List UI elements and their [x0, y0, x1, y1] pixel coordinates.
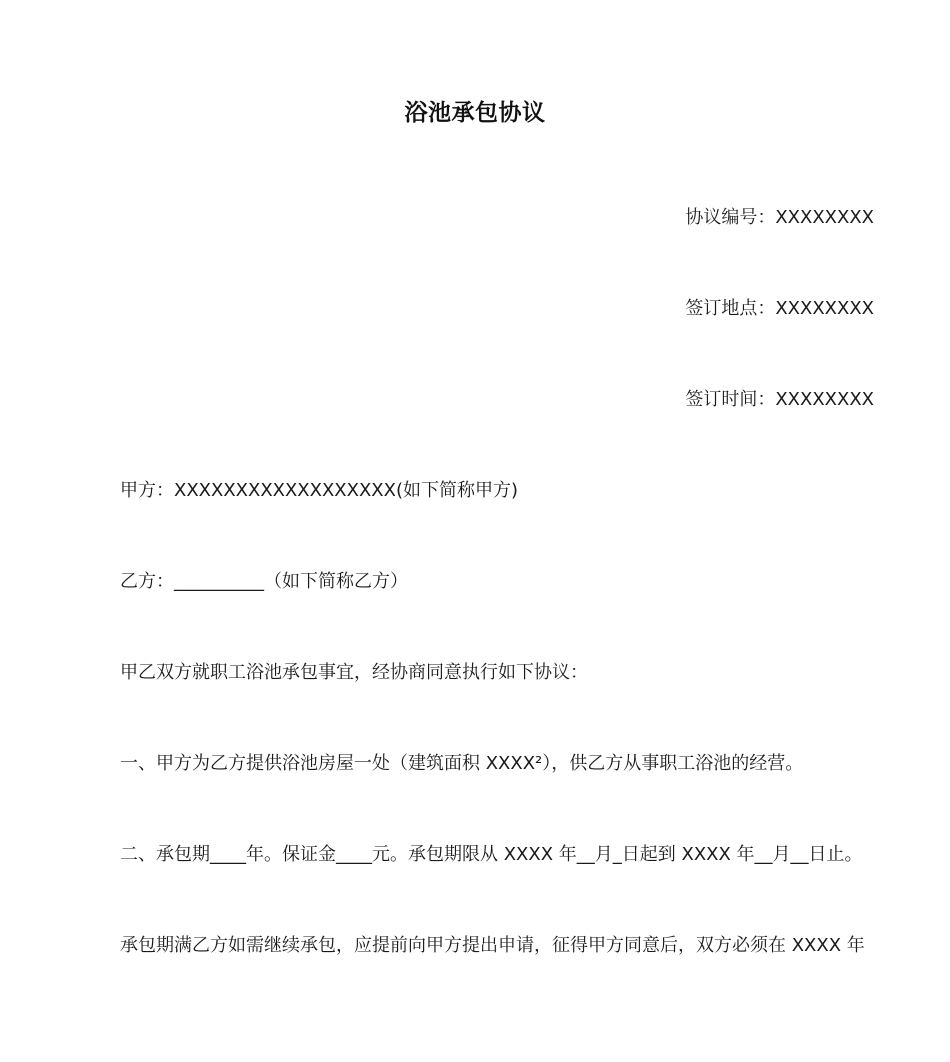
signing-place: 签订地点：XXXXXXXX — [685, 298, 874, 319]
signing-time: 签订时间：XXXXXXXX — [685, 389, 874, 410]
renewal-paragraph: 承包期满乙方如需继续承包，应提前向甲方提出申请，征得甲方同意后，双方必须在 XXXX 年 — [120, 935, 865, 956]
agreement-number: 协议编号：XXXXXXXX — [685, 207, 874, 228]
intro-paragraph: 甲乙双方就职工浴池承包事宜，经协商同意执行如下协议： — [120, 662, 588, 683]
document-title: 浴池承包协议 — [404, 100, 546, 126]
party-a: 甲方：XXXXXXXXXXXXXXXXXX(如下简称甲方) — [120, 480, 519, 501]
party-b: 乙方：__________（如下简称乙方） — [120, 571, 408, 592]
clause-one: 一、甲方为乙方提供浴池房屋一处（建筑面积 XXXX²），供乙方从事职工浴池的经营。 — [120, 753, 804, 774]
clause-two: 二、承包期____年。保证金____元。承包期限从 XXXX 年__月_日起到 XXXX 年__月__日止。 — [120, 844, 863, 865]
